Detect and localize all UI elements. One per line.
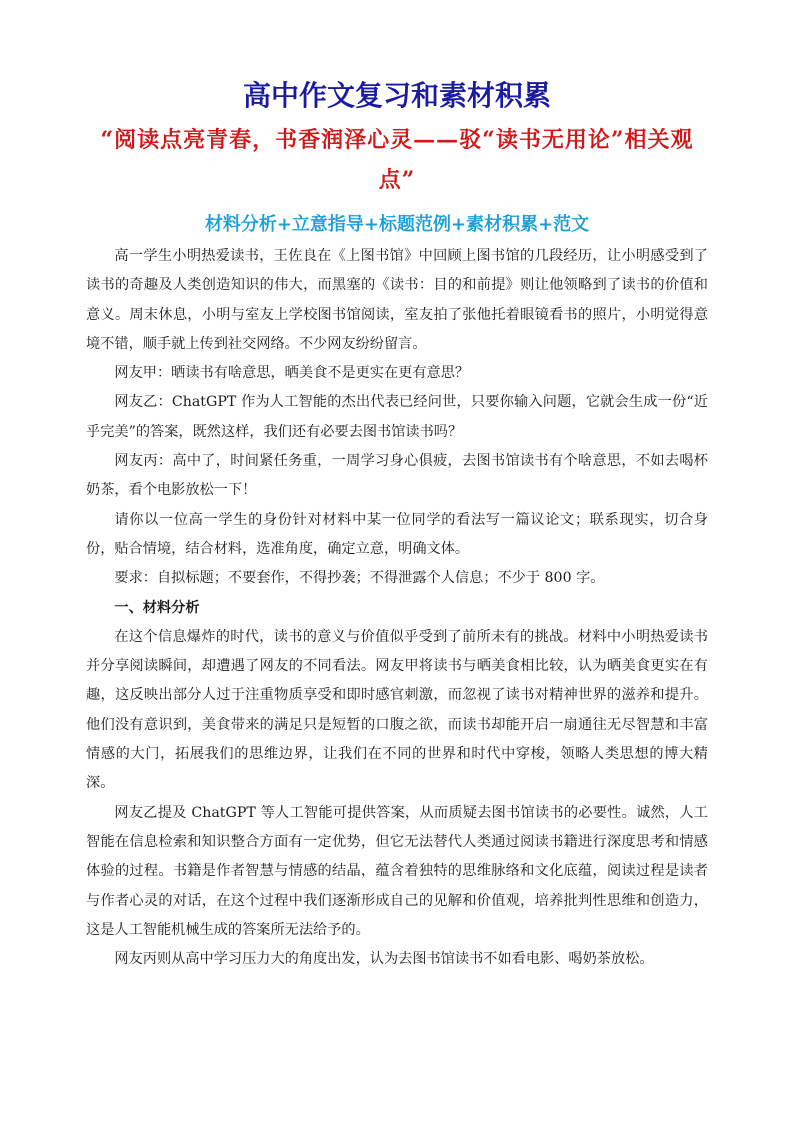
writing-task: 请你以一位高一学生的身份针对材料中某一位同学的看法写一篇议论文；联系现实，切合身份，贴合情境，结合材料，选准角度，确定立意，明确文体。 [86,511,708,557]
material-paragraph-intro: 高一学生小明热爱读书，王佐良在《上图书馆》中回顾上图书馆的几段经历，让小明感受到了读书的奇趣及人类创造知识的伟大，而黑塞的《读书：目的和前提》则让他领略到了读书的价值和意义。周末休息，小明与室友上学校图书馆阅读，室友拍了张他托着眼镜看书的照片，小明觉得意境不错，顺手就上传到社交网络。不少网友纷纷留言。 [86,248,708,352]
section-heading-analysis: 一、材料分析 [114,599,200,616]
material-comment-c: 网友丙：高中了，时间紧任务重，一周学习身心俱疲，去图书馆读书有个啥意思，不如去喝杯奶茶，看个电影放松一下！ [86,453,708,499]
analysis-paragraph: 网友丙则从高中学习压力大的角度出发，认为去图书馆读书不如看电影、喝奶茶放松。 [114,951,654,968]
analysis-paragraph: 网友乙提及 ChatGPT 等人工智能可提供答案，从而质疑去图书馆读书的必要性。诚然，人工智能在信息检索和知识整合方面有一定优势，但它无法替代人类通过阅读书籍进行深度思考和情感体验的过程。书籍是作者智慧与情感的结晶，蕴含着独特的思维脉络和文化底蕴，阅读过程是读者与作者心灵的对话，在这个过程中我们逐渐形成自己的见解和价值观，培养批判性思维和创造力，这是人工智能机械生成的答案所无法给予的。 [86,804,708,938]
document-subtitle: “阅读点亮青春，书香润泽心灵——驳“读书无用论”相关观点” [100,127,694,193]
document-title: 高中作文复习和素材积累 [242,79,551,112]
material-section [86,242,708,594]
writing-requirements: 要求：自拟标题；不要套作，不得抄袭；不得泄露个人信息；不少于 800 字。 [114,570,605,587]
section-guide: 材料分析+立意指导+标题范例+素材积累+范文 [204,214,590,235]
material-comment-a: 网友甲：晒读书有啥意思，晒美食不是更实在更有意思？ [114,365,470,382]
material-comment-b: 网友乙：ChatGPT 作为人工智能的杰出代表已经问世，只要你输入问题，它就会生成一份“近乎完美”的答案，既然这样，我们还有必要去图书馆读书吗？ [86,394,708,440]
analysis-paragraph: 在这个信息爆炸的时代，读书的意义与价值似乎受到了前所未有的挑战。材料中小明热爱读书并分享阅读瞬间，却遭遇了网友的不同看法。网友甲将读书与晒美食相比较，认为晒美食更实在有趣，这反映出部分人过于注重物质享受和即时感官刺激，而忽视了读书对精神世界的滋养和提升。他们没有意识到，美食带来的满足只是短暂的口腹之欲，而读书却能开启一扇通往无尽智慧和丰富情感的大门，拓展我们的思维边界，让我们在不同的世界和时代中穿梭，领略人类思想的博大精深。 [86,628,708,792]
analysis-section [86,623,708,975]
